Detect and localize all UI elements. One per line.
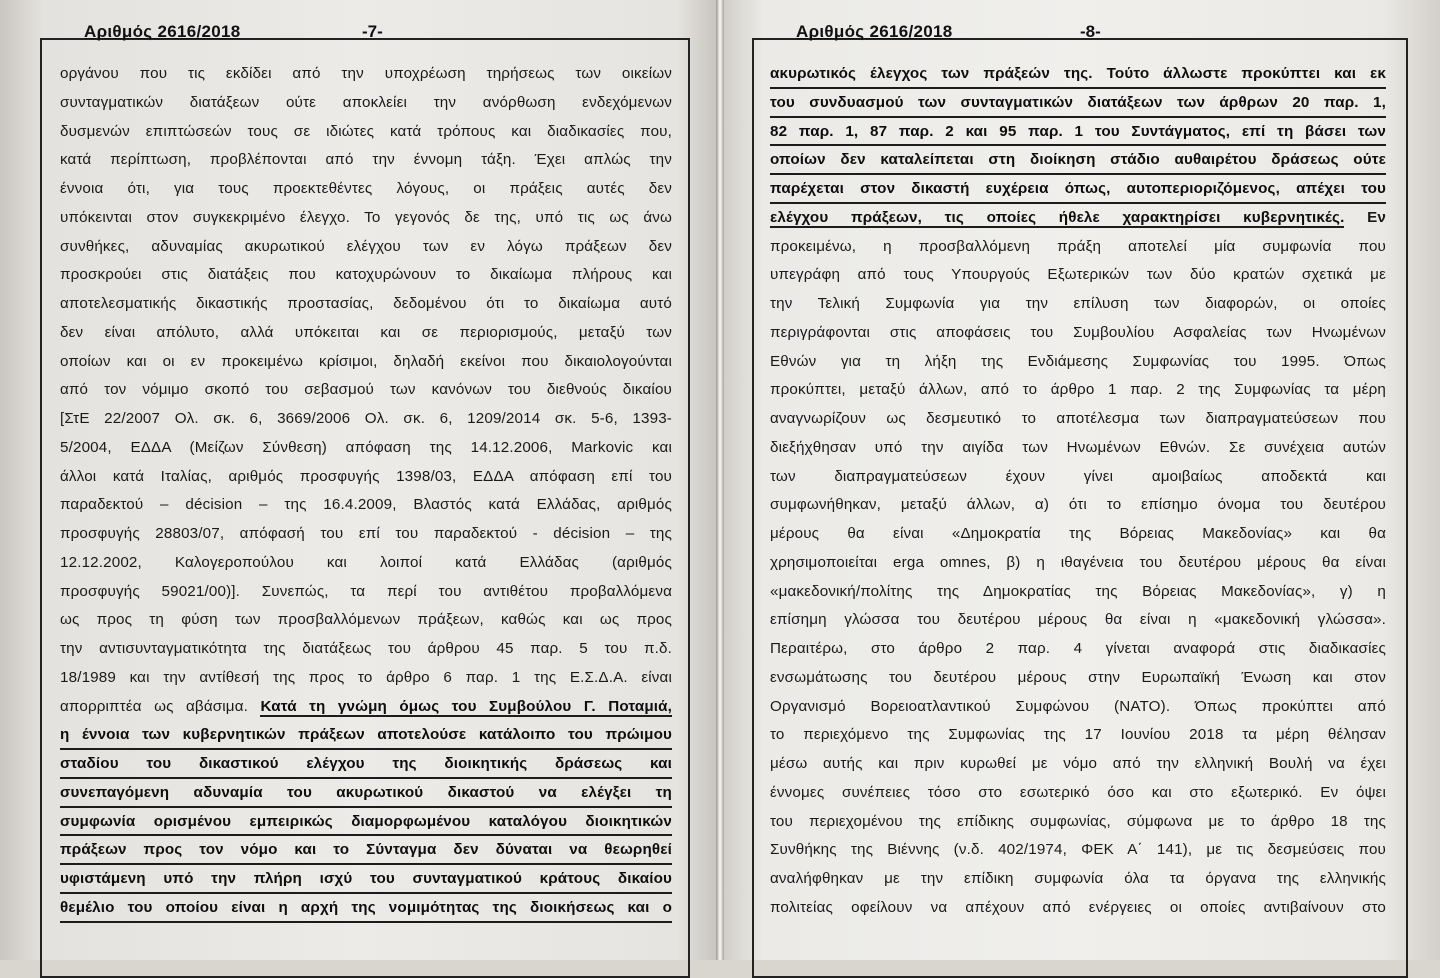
highlighted-text-line: σταδίου του δικαστικού ελέγχου της διοικητικής δράσεως και <box>60 750 672 779</box>
highlighted-text-line: συνεπαγόμενη αδυναμία του ακυρωτικού δικαστού να ελέγξει τη <box>60 779 672 808</box>
text-line: το περιεχόμενο της Συμφωνίας της 17 Ιουνίου 2018 τα μέρη θέλησαν <box>770 726 1386 744</box>
text-line: 5/2004, ΕΔΔΑ (Μείζων Σύνθεση) απόφαση της 14.12.2006, Markovic και <box>60 438 672 456</box>
text-line: την Τελική Συμφωνία για την επίλυση των διαφορών, οι οποίες <box>770 295 1386 312</box>
text-line: Οργανισμό Βορειοατλαντικού Συμφώνου (ΝΑΤΟ). Όπως προκύπτει από <box>770 697 1386 715</box>
page-header-right <box>796 22 1101 42</box>
text-line: μέσω αυτής και πριν κυρωθεί με νόμο από την ελληνική Βουλή να έχει <box>770 755 1386 772</box>
highlighted-text-line: θεμέλιο του οποίου είναι η αρχή της νομιμότητας της διοικήσεως και ο <box>60 894 672 923</box>
text-line <box>60 693 672 722</box>
highlighted-text-segment: ελέγχου πράξεων, τις οποίες ήθελε χαρακτηρίσει κυβερνητικές. <box>770 208 1345 226</box>
page-text-left <box>60 60 672 923</box>
decision-number: Αριθμός 2616/2018 <box>84 22 241 41</box>
text-line: έννοια ότι, για τους προεκτεθέντες λόγους, οι πράξεις αυτές δεν <box>60 180 672 197</box>
highlighted-text-line: του συνδυασμού των συνταγματικών διατάξεων των άρθρων 20 παρ. 1, <box>770 89 1386 118</box>
text-line: άλλοι κατά Ιταλίας, αριθμός προσφυγής 1398/03, ΕΔΔΑ απόφαση επί του <box>60 467 672 485</box>
text-line: προσφυγής 28803/07, απόφασή του επί του παραδεκτού - décision – της <box>60 525 672 542</box>
text-line: περιγράφονται στις αποφάσεις του Συμβουλίου Ασφαλείας των Ηνωμένων <box>770 323 1386 341</box>
text-line: προσκρούει στις διατάξεις που κατοχυρώνουν το δικαίωμα πλήρους και <box>60 266 672 284</box>
highlighted-text-line: η έννοια των κυβερνητικών πράξεων αποτελούσε κατάλοιπο του πρώιμου <box>60 721 672 750</box>
text-line: συνθήκες, αδυναμίας ακυρωτικού ελέγχου των εν λόγω πράξεων δεν <box>60 237 672 255</box>
text-line: ενσωμάτωσης του δευτέρου μέρους στην Ευρωπαϊκή Ένωση και στον <box>770 668 1386 686</box>
text-line: «μακεδονική/πολίτης της Δημοκρατίας της Βόρειας Μακεδονίας», γ) η <box>770 582 1386 600</box>
text-line: αναγνωρίζουν ως δεσμευτικό το αποτέλεσμα των διαπραγματεύσεων που <box>770 410 1386 427</box>
text-line: μέρους θα είναι «Δημοκρατία της Βόρειας Μακεδονίας» και θα <box>770 525 1386 542</box>
text-line: έννομες συνέπειες τόσο στο εσωτερικό όσο και στο εξωτερικό. Εν όψει <box>770 783 1386 801</box>
text-segment: απορριπτέα ως αβάσιμα. <box>60 697 248 715</box>
text-line: υπόκεινται στον συγκεκριμένο έλεγχο. Το γεγονός δε της, υπό τις ως άνω <box>60 208 672 226</box>
page-number: -8- <box>1080 22 1101 41</box>
text-line: οποίων και οι εν προκειμένω κρίσιμοι, δηλαδή εκείνοι που δικαιολογούνται <box>60 352 672 370</box>
text-line: αναλήφθηκαν με την επίδικη συμφωνία όλα τα όργανα της ελληνικής <box>770 870 1386 887</box>
decision-number: Αριθμός 2616/2018 <box>796 22 953 41</box>
highlighted-text-line: υφιστάμενη υπό την πλήρη ισχύ του συνταγματικού κράτους δικαίου <box>60 865 672 894</box>
text-line: κατά περίπτωση, προβλέπονται από την έννομη τάξη. Έχει απλώς την <box>60 151 672 169</box>
text-line: συμφωνήθηκαν, μεταξύ άλλων, α) ότι το επίσημο όνομα του δευτέρου <box>770 496 1386 514</box>
highlighted-text-line <box>770 204 1386 233</box>
text-line: προσφυγής 59021/00)]. Συνεπώς, τα περί του αντιθέτου προβαλλόμενα <box>60 582 672 600</box>
highlighted-text-line: οποίων δεν καταλείπεται στη διοίκηση στάδιο αυθαιρέτου δράσεως ούτε <box>770 146 1386 175</box>
page-text-right <box>770 60 1386 923</box>
text-line: διεξήχθησαν υπό την αιγίδα των Ηνωμένων Εθνών. Σε συνέχεια αυτών <box>770 438 1386 456</box>
text-line: [ΣτΕ 22/2007 Ολ. σκ. 6, 3669/2006 Ολ. σκ. 6, 1209/2014 σκ. 5-6, 1393- <box>60 410 672 427</box>
text-line: των διαπραγματεύσεων έχουν γίνει αμοιβαίως αποδεκτά και <box>770 467 1386 485</box>
text-line: Συνθήκης της Βιέννης (ν.δ. 402/1974, ΦΕΚ Α΄ 141), με τις δεσμεύσεις που <box>770 841 1386 859</box>
highlighted-text-line: πράξεων προς τον νόμο και το Σύνταγμα δεν δύναται να θεωρηθεί <box>60 836 672 865</box>
page-number: -7- <box>362 22 383 41</box>
text-line: 12.12.2002, Καλογεροπούλου και λοιποί κατά Ελλάδας (αριθμός <box>60 553 672 571</box>
text-line: προκειμένω, η προσβαλλόμενη πράξη αποτελεί μία συμφωνία που <box>770 237 1386 255</box>
text-line: χρησιμοποιείται erga omnes, β) η ιθαγένεια του δευτέρου μέρους θα είναι <box>770 553 1386 571</box>
text-line: παραδεκτού – décision – της 16.4.2009, Βλαστός κατά Ελλάδας, αριθμός <box>60 496 672 514</box>
highlighted-text-segment: Κατά τη γνώμη όμως του Συμβούλου Γ. Ποταμιά, <box>260 697 672 715</box>
text-line: δεν είναι απόλυτο, αλλά υπόκειται και σε περιορισμούς, μεταξύ των <box>60 323 672 341</box>
highlighted-text-line: ακυρωτικός έλεγχος των πράξεών της. Τούτο άλλωστε προκύπτει και εκ <box>770 60 1386 89</box>
text-line: Εθνών για τη λήξη της Ενδιάμεσης Συμφωνίας του 1995. Όπως <box>770 352 1386 370</box>
text-line: οργάνου που τις εκδίδει από την υποχρέωση τηρήσεως των οικείων <box>60 65 672 82</box>
photo-divider <box>716 0 724 960</box>
highlighted-text-line: 82 παρ. 1, 87 παρ. 2 και 95 παρ. 1 του Συντάγματος, επί τη βάσει των <box>770 118 1386 147</box>
text-line: υπεγράφη από τους Υπουργούς Εξωτερικών των δύο κρατών σχετικά με <box>770 266 1386 284</box>
text-line: 18/1989 και την αντίθεσή της προς το άρθρο 6 παρ. 1 της Ε.Σ.Δ.Α. είναι <box>60 668 672 686</box>
highlighted-text-line: συμφωνία ορισμένου εμπειρικώς διαμορφωμένου καταλόγου διοικητικών <box>60 808 672 837</box>
text-line: συνταγματικών διατάξεων ούτε αποκλείει την ανόρθωση ενδεχόμενων <box>60 93 672 111</box>
text-line: από τον νόμιμο σκοπό του σεβασμού των κανόνων του διεθνούς δικαίου <box>60 381 672 399</box>
text-line: πολιτείας οφείλουν να απέχουν από ενέργειες οι οποίες αντιβαίνουν στο <box>770 898 1386 916</box>
text-line: ως προς τη φύση των προσβαλλόμενων πράξεων, καθώς και ως προς <box>60 611 672 629</box>
text-line: την αντισυνταγματικότητα της διατάξεως του άρθρου 45 παρ. 5 του π.δ. <box>60 640 672 657</box>
text-line: αποτελεσματικής δικαστικής προστασίας, δεδομένου ότι το δικαίωμα αυτό <box>60 295 672 312</box>
highlighted-text-line: παρέχεται στον δικαστή ευχέρεια όπως, αυτοπεριοριζόμενος, απέχει του <box>770 175 1386 204</box>
text-segment: Εν <box>1367 208 1386 226</box>
text-line: του περιεχομένου της επίδικης συμφωνίας, σύμφωνα με το άρθρο 18 της <box>770 812 1386 830</box>
text-line: προκύπτει, μεταξύ άλλων, από το άρθρο 1 παρ. 2 της Συμφωνίας τα μέρη <box>770 381 1386 399</box>
page-header-left <box>84 22 383 42</box>
text-line: Περαιτέρω, στο άρθρο 2 παρ. 4 γίνεται αναφορά στις διαδικασίες <box>770 640 1386 657</box>
text-line: δυσμενών επιπτώσεών τους σε ιδιώτες κατά τρόπους και διαδικασίες που, <box>60 122 672 140</box>
text-line: επίσημη γλώσσα του δευτέρου μέρους θα είναι η «μακεδονική γλώσσα». <box>770 611 1386 629</box>
